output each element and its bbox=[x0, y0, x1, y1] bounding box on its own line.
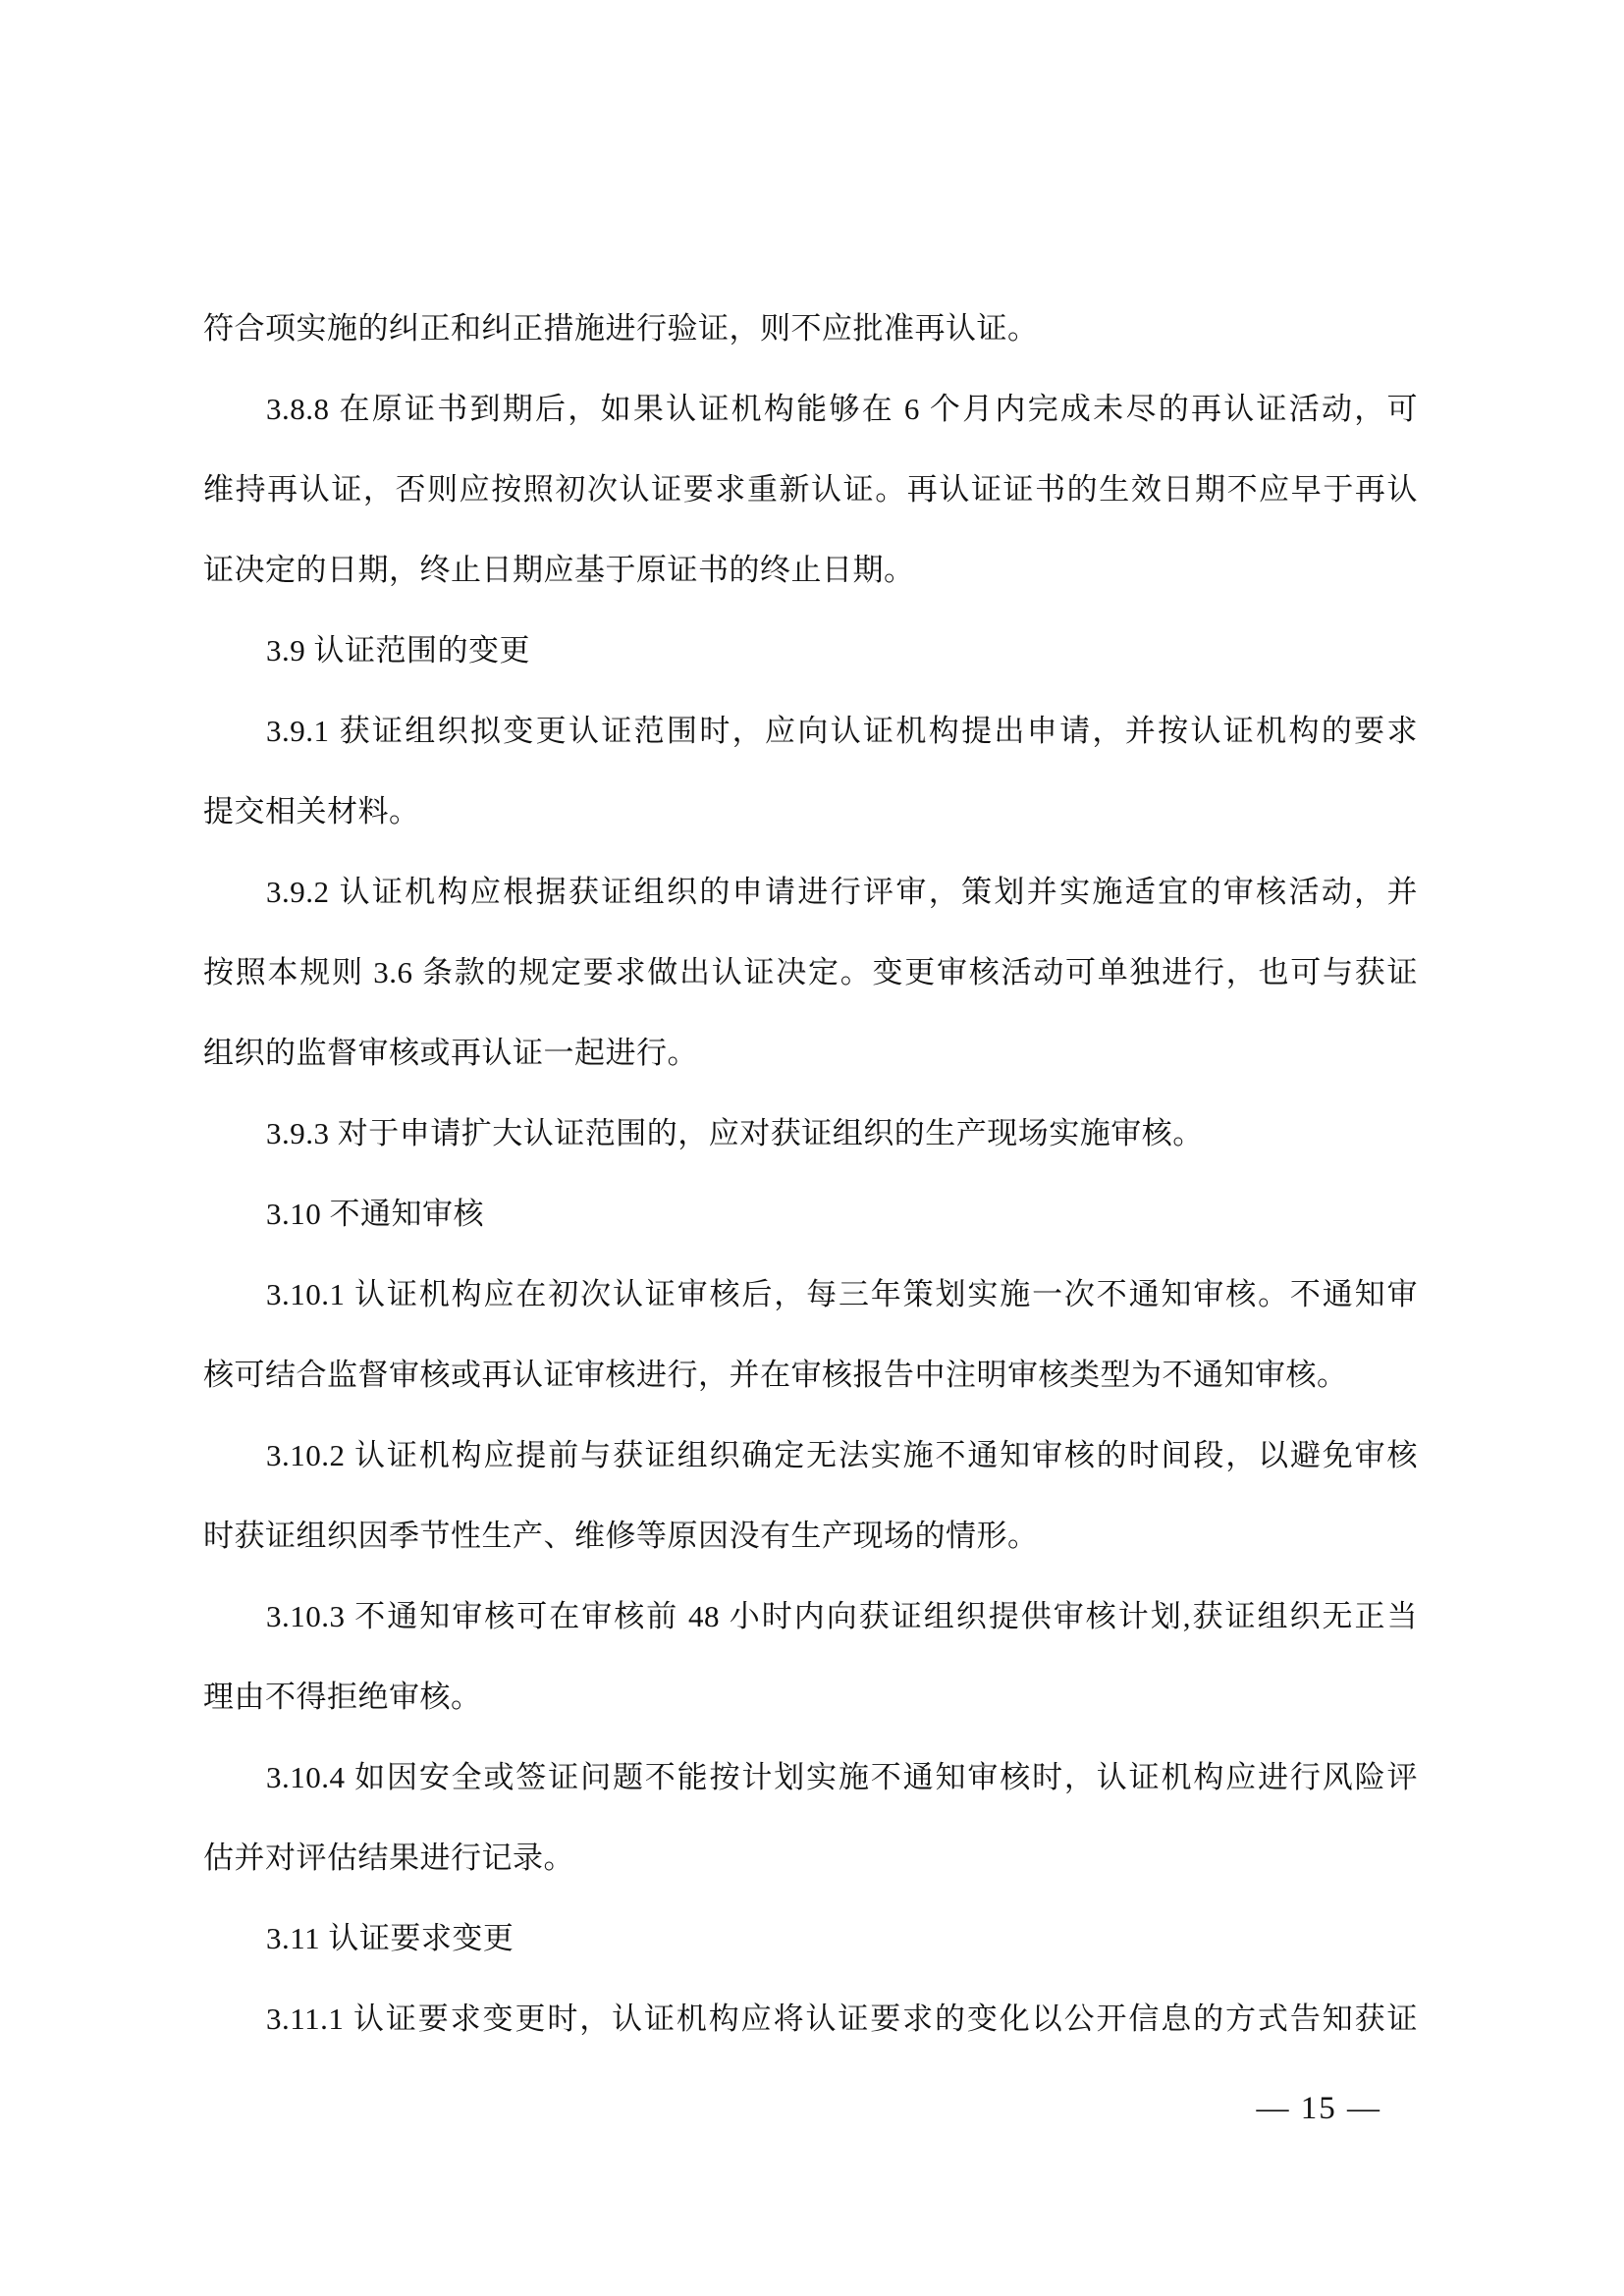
section-heading-line: 3.10 不通知审核 bbox=[266, 1197, 484, 1231]
section-heading-line: 3.9 认证范围的变更 bbox=[266, 633, 530, 667]
text-line: 估并对评估结果进行记录。 bbox=[203, 1841, 574, 1875]
text-line: 3.10.3 不通知审核可在审核前 48 小时内向获证组织提供审核计划,获证组织无正当 bbox=[266, 1599, 1418, 1633]
text-line: 3.9.1 获证组织拟变更认证范围时，应向认证机构提出申请，并按认证机构的要求 bbox=[266, 714, 1418, 748]
text-line: 证决定的日期，终止日期应基于原证书的终止日期。 bbox=[203, 553, 915, 587]
text-line: 提交相关材料。 bbox=[203, 794, 420, 828]
section-heading-line: 3.11 认证要求变更 bbox=[266, 1921, 514, 1955]
text-line: 时获证组织因季节性生产、维修等原因没有生产现场的情形。 bbox=[203, 1519, 1039, 1553]
text-line: 维持再认证，否则应按照初次认证要求重新认证。再认证证书的生效日期不应早于再认 bbox=[203, 472, 1418, 507]
text-line: 按照本规则 3.6 条款的规定要求做出认证决定。变更审核活动可单独进行，也可与获证 bbox=[203, 955, 1418, 989]
text-line: 3.10.4 如因安全或签证问题不能按计划实施不通知审核时，认证机构应进行风险评 bbox=[266, 1760, 1418, 1794]
page-number: — 15 — bbox=[1256, 2091, 1381, 2126]
document-body-text bbox=[203, 289, 1418, 2059]
text-line: 3.9.2 认证机构应根据获证组织的申请进行评审，策划并实施适宜的审核活动，并 bbox=[266, 875, 1418, 909]
text-line: 理由不得拒绝审核。 bbox=[203, 1680, 482, 1714]
text-line: 3.9.3 对于申请扩大认证范围的，应对获证组织的生产现场实施审核。 bbox=[266, 1116, 1204, 1150]
text-line: 3.11.1 认证要求变更时，认证机构应将认证要求的变化以公开信息的方式告知获证 bbox=[266, 2002, 1418, 2036]
text-line: 3.8.8 在原证书到期后，如果认证机构能够在 6 个月内完成未尽的再认证活动，可 bbox=[266, 392, 1418, 426]
text-line: 3.10.2 认证机构应提前与获证组织确定无法实施不通知审核的时间段，以避免审核 bbox=[266, 1438, 1418, 1472]
text-line: 核可结合监督审核或再认证审核进行，并在审核报告中注明审核类型为不通知审核。 bbox=[203, 1358, 1348, 1392]
text-line: 符合项实施的纠正和纠正措施进行验证，则不应批准再认证。 bbox=[203, 311, 1039, 346]
text-line: 3.10.1 认证机构应在初次认证审核后，每三年策划实施一次不通知审核。不通知审 bbox=[266, 1277, 1418, 1311]
text-line: 组织的监督审核或再认证一起进行。 bbox=[203, 1036, 698, 1070]
